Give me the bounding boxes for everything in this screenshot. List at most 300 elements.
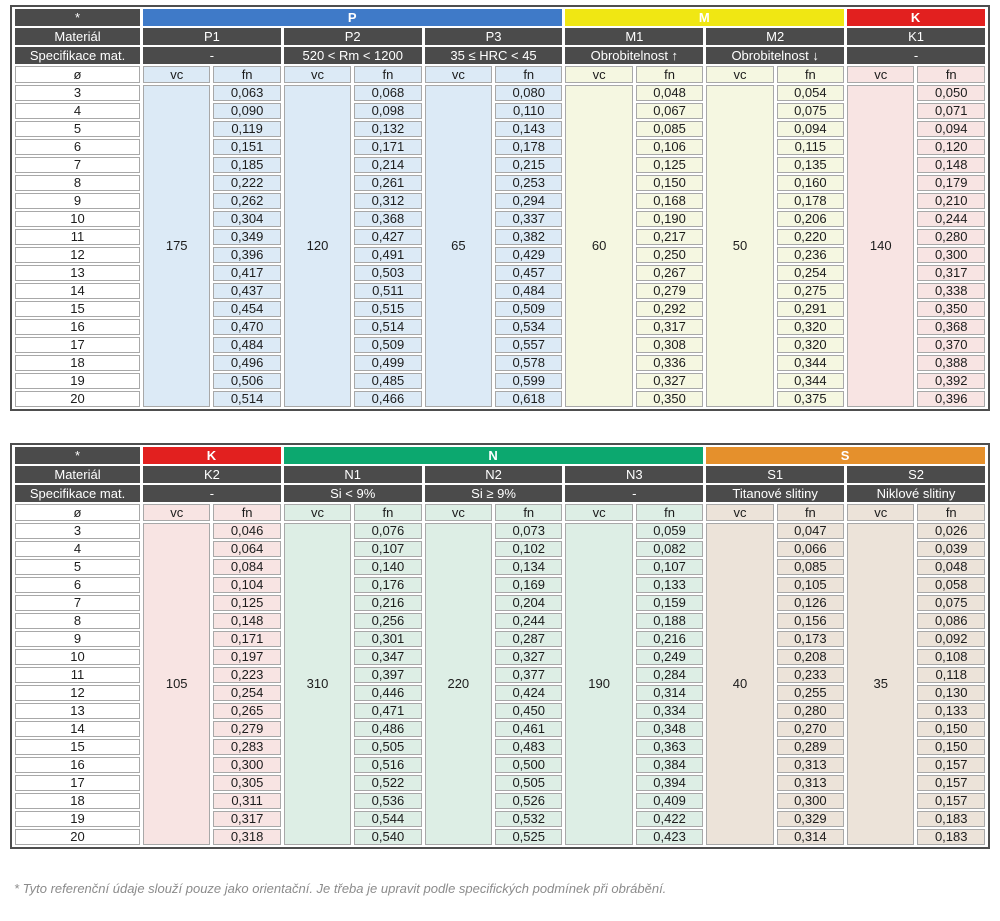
fn-value-M1: 0,125 bbox=[636, 157, 703, 173]
fn-value-P3: 0,578 bbox=[495, 355, 562, 371]
fn-value-M1: 0,085 bbox=[636, 121, 703, 137]
fn-value-N2: 0,102 bbox=[495, 541, 562, 557]
fn-header-S1: fn bbox=[777, 504, 844, 521]
vc-header-S2: vc bbox=[847, 504, 914, 521]
fn-value-K2: 0,279 bbox=[213, 721, 280, 737]
fn-value-P2: 0,509 bbox=[354, 337, 421, 353]
fn-value-K2: 0,265 bbox=[213, 703, 280, 719]
fn-value-S1: 0,066 bbox=[777, 541, 844, 557]
fn-value-P3: 0,143 bbox=[495, 121, 562, 137]
vc-header-P2: vc bbox=[284, 66, 351, 83]
fn-value-S1: 0,208 bbox=[777, 649, 844, 665]
fn-value-M2: 0,344 bbox=[777, 355, 844, 371]
fn-value-N1: 0,140 bbox=[354, 559, 421, 575]
diameter-value: 15 bbox=[15, 739, 140, 755]
fn-value-M1: 0,150 bbox=[636, 175, 703, 191]
fn-value-P1: 0,437 bbox=[213, 283, 280, 299]
fn-value-N1: 0,256 bbox=[354, 613, 421, 629]
diameter-value: 10 bbox=[15, 211, 140, 227]
fn-value-N2: 0,461 bbox=[495, 721, 562, 737]
fn-value-N2: 0,169 bbox=[495, 577, 562, 593]
fn-value-N2: 0,526 bbox=[495, 793, 562, 809]
fn-value-N1: 0,486 bbox=[354, 721, 421, 737]
diameter-value: 18 bbox=[15, 793, 140, 809]
fn-value-S1: 0,173 bbox=[777, 631, 844, 647]
group-header-N: N bbox=[284, 447, 703, 464]
fn-value-N3: 0,059 bbox=[636, 523, 703, 539]
fn-value-P3: 0,429 bbox=[495, 247, 562, 263]
group-header-M: M bbox=[565, 9, 844, 26]
diameter-value: 10 bbox=[15, 649, 140, 665]
fn-value-M2: 0,115 bbox=[777, 139, 844, 155]
diameter-value: 19 bbox=[15, 811, 140, 827]
fn-value-S1: 0,105 bbox=[777, 577, 844, 593]
fn-value-M2: 0,135 bbox=[777, 157, 844, 173]
fn-value-N2: 0,287 bbox=[495, 631, 562, 647]
fn-value-P2: 0,491 bbox=[354, 247, 421, 263]
fn-value-K1: 0,244 bbox=[917, 211, 985, 227]
fn-header-S2: fn bbox=[917, 504, 985, 521]
fn-value-K1: 0,396 bbox=[917, 391, 985, 407]
diameter-value: 5 bbox=[15, 121, 140, 137]
fn-value-N3: 0,107 bbox=[636, 559, 703, 575]
fn-value-M1: 0,336 bbox=[636, 355, 703, 371]
fn-header-N2: fn bbox=[495, 504, 562, 521]
spec-row-label: Specifikace mat. bbox=[15, 485, 140, 502]
fn-value-P3: 0,457 bbox=[495, 265, 562, 281]
diameter-value: 13 bbox=[15, 265, 140, 281]
fn-value-N1: 0,522 bbox=[354, 775, 421, 791]
fn-header-M2: fn bbox=[777, 66, 844, 83]
diameter-value: 11 bbox=[15, 667, 140, 683]
fn-value-P3: 0,253 bbox=[495, 175, 562, 191]
fn-value-M2: 0,054 bbox=[777, 85, 844, 101]
diameter-value: 7 bbox=[15, 595, 140, 611]
fn-value-M1: 0,106 bbox=[636, 139, 703, 155]
fn-value-N2: 0,204 bbox=[495, 595, 562, 611]
diameter-value: 16 bbox=[15, 757, 140, 773]
vc-value-S2: 35 bbox=[847, 523, 914, 845]
fn-value-K2: 0,064 bbox=[213, 541, 280, 557]
diameter-value: 14 bbox=[15, 721, 140, 737]
fn-value-N2: 0,500 bbox=[495, 757, 562, 773]
group-header-row bbox=[15, 9, 985, 26]
spec-cell-N2: Si ≥ 9% bbox=[425, 485, 563, 502]
fn-value-K2: 0,317 bbox=[213, 811, 280, 827]
diameter-value: 20 bbox=[15, 829, 140, 845]
material-cell-P3: P3 bbox=[425, 28, 563, 45]
material-cell-S1: S1 bbox=[706, 466, 844, 483]
fn-value-P2: 0,514 bbox=[354, 319, 421, 335]
fn-value-M1: 0,190 bbox=[636, 211, 703, 227]
fn-value-S2: 0,183 bbox=[917, 829, 985, 845]
diameter-value: 9 bbox=[15, 631, 140, 647]
fn-value-S2: 0,075 bbox=[917, 595, 985, 611]
material-cell-N2: N2 bbox=[425, 466, 563, 483]
vc-value-P3: 65 bbox=[425, 85, 492, 407]
fn-value-P2: 0,368 bbox=[354, 211, 421, 227]
group-header-K: K bbox=[847, 9, 985, 26]
group-header-P: P bbox=[143, 9, 562, 26]
fn-value-P1: 0,349 bbox=[213, 229, 280, 245]
spec-cell-P1: - bbox=[143, 47, 281, 64]
diameter-value: 16 bbox=[15, 319, 140, 335]
fn-value-S2: 0,157 bbox=[917, 775, 985, 791]
vc-value-P2: 120 bbox=[284, 85, 351, 407]
fn-value-S1: 0,047 bbox=[777, 523, 844, 539]
spec-cell-K1: - bbox=[847, 47, 985, 64]
spec-cell-P3: 35 ≤ HRC < 45 bbox=[425, 47, 563, 64]
vc-value-P1: 175 bbox=[143, 85, 210, 407]
fn-value-N1: 0,544 bbox=[354, 811, 421, 827]
fn-value-S2: 0,039 bbox=[917, 541, 985, 557]
fn-value-S1: 0,313 bbox=[777, 757, 844, 773]
vc-value-K2: 105 bbox=[143, 523, 210, 845]
fn-value-S1: 0,255 bbox=[777, 685, 844, 701]
diameter-value: 3 bbox=[15, 523, 140, 539]
fn-value-S1: 0,313 bbox=[777, 775, 844, 791]
fn-value-S1: 0,289 bbox=[777, 739, 844, 755]
fn-value-P2: 0,098 bbox=[354, 103, 421, 119]
fn-value-N1: 0,516 bbox=[354, 757, 421, 773]
vc-value-N3: 190 bbox=[565, 523, 632, 845]
subheader-row bbox=[15, 504, 985, 521]
fn-value-N1: 0,505 bbox=[354, 739, 421, 755]
fn-value-P3: 0,534 bbox=[495, 319, 562, 335]
fn-value-K1: 0,280 bbox=[917, 229, 985, 245]
fn-value-P1: 0,222 bbox=[213, 175, 280, 191]
fn-value-N2: 0,377 bbox=[495, 667, 562, 683]
fn-value-K1: 0,094 bbox=[917, 121, 985, 137]
fn-value-S2: 0,118 bbox=[917, 667, 985, 683]
vc-value-M1: 60 bbox=[565, 85, 632, 407]
fn-value-N3: 0,314 bbox=[636, 685, 703, 701]
material-cell-M2: M2 bbox=[706, 28, 844, 45]
fn-value-N2: 0,525 bbox=[495, 829, 562, 845]
fn-value-N1: 0,301 bbox=[354, 631, 421, 647]
fn-value-M1: 0,217 bbox=[636, 229, 703, 245]
fn-header-P2: fn bbox=[354, 66, 421, 83]
fn-value-N1: 0,076 bbox=[354, 523, 421, 539]
fn-value-P3: 0,599 bbox=[495, 373, 562, 389]
fn-value-K2: 0,254 bbox=[213, 685, 280, 701]
diameter-value: 13 bbox=[15, 703, 140, 719]
fn-value-K1: 0,300 bbox=[917, 247, 985, 263]
fn-value-K1: 0,210 bbox=[917, 193, 985, 209]
table-row bbox=[15, 85, 985, 101]
fn-value-N3: 0,394 bbox=[636, 775, 703, 791]
cutting-data-table-pmk bbox=[10, 5, 990, 411]
fn-value-K2: 0,223 bbox=[213, 667, 280, 683]
fn-value-P1: 0,454 bbox=[213, 301, 280, 317]
fn-value-N3: 0,363 bbox=[636, 739, 703, 755]
diameter-value: 9 bbox=[15, 193, 140, 209]
fn-value-N2: 0,505 bbox=[495, 775, 562, 791]
fn-value-N3: 0,384 bbox=[636, 757, 703, 773]
fn-value-P3: 0,080 bbox=[495, 85, 562, 101]
fn-value-P1: 0,484 bbox=[213, 337, 280, 353]
diameter-value: 8 bbox=[15, 175, 140, 191]
fn-value-K2: 0,104 bbox=[213, 577, 280, 593]
material-cell-K1: K1 bbox=[847, 28, 985, 45]
fn-value-P2: 0,214 bbox=[354, 157, 421, 173]
fn-value-P2: 0,515 bbox=[354, 301, 421, 317]
spec-cell-P2: 520 < Rm < 1200 bbox=[284, 47, 422, 64]
fn-value-K2: 0,305 bbox=[213, 775, 280, 791]
diameter-value: 18 bbox=[15, 355, 140, 371]
fn-value-K2: 0,125 bbox=[213, 595, 280, 611]
fn-value-P3: 0,618 bbox=[495, 391, 562, 407]
fn-value-N1: 0,446 bbox=[354, 685, 421, 701]
fn-value-S2: 0,157 bbox=[917, 757, 985, 773]
fn-value-K2: 0,283 bbox=[213, 739, 280, 755]
vc-header-S1: vc bbox=[706, 504, 773, 521]
fn-value-M1: 0,168 bbox=[636, 193, 703, 209]
spec-cell-S1: Titanové slitiny bbox=[706, 485, 844, 502]
fn-header-N1: fn bbox=[354, 504, 421, 521]
fn-value-P1: 0,090 bbox=[213, 103, 280, 119]
diameter-value: 17 bbox=[15, 775, 140, 791]
fn-value-S1: 0,300 bbox=[777, 793, 844, 809]
fn-value-P2: 0,466 bbox=[354, 391, 421, 407]
vc-header-P3: vc bbox=[425, 66, 492, 83]
fn-value-M2: 0,178 bbox=[777, 193, 844, 209]
diameter-value: 12 bbox=[15, 247, 140, 263]
group-header-K: K bbox=[143, 447, 281, 464]
fn-value-P1: 0,514 bbox=[213, 391, 280, 407]
vc-header-M2: vc bbox=[706, 66, 773, 83]
fn-value-M2: 0,344 bbox=[777, 373, 844, 389]
star-cell: * bbox=[15, 9, 140, 26]
fn-value-K2: 0,197 bbox=[213, 649, 280, 665]
fn-value-K1: 0,071 bbox=[917, 103, 985, 119]
spec-cell-K2: - bbox=[143, 485, 281, 502]
fn-value-N3: 0,082 bbox=[636, 541, 703, 557]
fn-value-K2: 0,046 bbox=[213, 523, 280, 539]
material-cell-P1: P1 bbox=[143, 28, 281, 45]
fn-value-S2: 0,157 bbox=[917, 793, 985, 809]
fn-value-M2: 0,160 bbox=[777, 175, 844, 191]
fn-value-N3: 0,188 bbox=[636, 613, 703, 629]
fn-value-P3: 0,337 bbox=[495, 211, 562, 227]
fn-value-N3: 0,284 bbox=[636, 667, 703, 683]
fn-value-S2: 0,092 bbox=[917, 631, 985, 647]
fn-value-N3: 0,409 bbox=[636, 793, 703, 809]
fn-value-M1: 0,250 bbox=[636, 247, 703, 263]
fn-value-P2: 0,171 bbox=[354, 139, 421, 155]
fn-value-M1: 0,267 bbox=[636, 265, 703, 281]
fn-value-M1: 0,067 bbox=[636, 103, 703, 119]
fn-value-S2: 0,130 bbox=[917, 685, 985, 701]
vc-header-K1: vc bbox=[847, 66, 914, 83]
fn-value-N1: 0,176 bbox=[354, 577, 421, 593]
fn-value-M2: 0,220 bbox=[777, 229, 844, 245]
fn-value-K1: 0,392 bbox=[917, 373, 985, 389]
fn-value-P1: 0,470 bbox=[213, 319, 280, 335]
fn-value-N3: 0,133 bbox=[636, 577, 703, 593]
fn-value-P3: 0,557 bbox=[495, 337, 562, 353]
material-row bbox=[15, 466, 985, 483]
material-cell-N1: N1 bbox=[284, 466, 422, 483]
vc-value-M2: 50 bbox=[706, 85, 773, 407]
vc-value-K1: 140 bbox=[847, 85, 914, 407]
spec-cell-M2: Obrobitelnost ↓ bbox=[706, 47, 844, 64]
star-cell: * bbox=[15, 447, 140, 464]
diameter-value: 7 bbox=[15, 157, 140, 173]
fn-value-P3: 0,382 bbox=[495, 229, 562, 245]
fn-value-S2: 0,150 bbox=[917, 721, 985, 737]
fn-value-K2: 0,171 bbox=[213, 631, 280, 647]
spec-cell-N1: Si < 9% bbox=[284, 485, 422, 502]
fn-value-M2: 0,075 bbox=[777, 103, 844, 119]
fn-value-K1: 0,050 bbox=[917, 85, 985, 101]
vc-value-S1: 40 bbox=[706, 523, 773, 845]
diameter-header: ø bbox=[15, 504, 140, 521]
fn-value-S1: 0,126 bbox=[777, 595, 844, 611]
fn-value-K1: 0,368 bbox=[917, 319, 985, 335]
fn-value-S2: 0,026 bbox=[917, 523, 985, 539]
vc-header-N1: vc bbox=[284, 504, 351, 521]
group-header-S: S bbox=[706, 447, 985, 464]
diameter-value: 4 bbox=[15, 103, 140, 119]
fn-value-P2: 0,427 bbox=[354, 229, 421, 245]
material-cell-N3: N3 bbox=[565, 466, 703, 483]
spec-row bbox=[15, 485, 985, 502]
fn-value-S1: 0,329 bbox=[777, 811, 844, 827]
fn-value-P3: 0,294 bbox=[495, 193, 562, 209]
footnote: * Tyto referenční údaje slouží pouze jako orientační. Je třeba je upravit podle specifických podmínek při obrábění. bbox=[14, 881, 667, 896]
spec-cell-M1: Obrobitelnost ↑ bbox=[565, 47, 703, 64]
fn-value-P1: 0,063 bbox=[213, 85, 280, 101]
fn-value-P2: 0,312 bbox=[354, 193, 421, 209]
fn-value-M1: 0,292 bbox=[636, 301, 703, 317]
fn-value-K2: 0,311 bbox=[213, 793, 280, 809]
material-cell-P2: P2 bbox=[284, 28, 422, 45]
group-header-row bbox=[15, 447, 985, 464]
subheader-row bbox=[15, 66, 985, 83]
fn-value-M2: 0,320 bbox=[777, 337, 844, 353]
fn-value-M2: 0,094 bbox=[777, 121, 844, 137]
fn-value-N2: 0,134 bbox=[495, 559, 562, 575]
fn-value-P2: 0,511 bbox=[354, 283, 421, 299]
fn-value-P1: 0,262 bbox=[213, 193, 280, 209]
material-row-label: Materiál bbox=[15, 466, 140, 483]
fn-value-P1: 0,304 bbox=[213, 211, 280, 227]
fn-value-N1: 0,107 bbox=[354, 541, 421, 557]
diameter-value: 20 bbox=[15, 391, 140, 407]
vc-header-P1: vc bbox=[143, 66, 210, 83]
diameter-value: 11 bbox=[15, 229, 140, 245]
fn-value-S2: 0,183 bbox=[917, 811, 985, 827]
fn-value-K1: 0,120 bbox=[917, 139, 985, 155]
diameter-value: 4 bbox=[15, 541, 140, 557]
material-row-label: Materiál bbox=[15, 28, 140, 45]
material-cell-S2: S2 bbox=[847, 466, 985, 483]
spec-cell-S2: Niklové slitiny bbox=[847, 485, 985, 502]
fn-header-M1: fn bbox=[636, 66, 703, 83]
fn-value-N1: 0,397 bbox=[354, 667, 421, 683]
fn-value-N2: 0,532 bbox=[495, 811, 562, 827]
diameter-value: 12 bbox=[15, 685, 140, 701]
fn-value-S1: 0,156 bbox=[777, 613, 844, 629]
fn-value-M1: 0,350 bbox=[636, 391, 703, 407]
fn-value-P2: 0,132 bbox=[354, 121, 421, 137]
fn-value-P3: 0,110 bbox=[495, 103, 562, 119]
fn-value-P2: 0,485 bbox=[354, 373, 421, 389]
fn-value-S2: 0,133 bbox=[917, 703, 985, 719]
fn-header-K2: fn bbox=[213, 504, 280, 521]
fn-value-N2: 0,244 bbox=[495, 613, 562, 629]
vc-value-N2: 220 bbox=[425, 523, 492, 845]
fn-value-N3: 0,334 bbox=[636, 703, 703, 719]
fn-value-S1: 0,085 bbox=[777, 559, 844, 575]
fn-value-N3: 0,422 bbox=[636, 811, 703, 827]
fn-value-N3: 0,159 bbox=[636, 595, 703, 611]
fn-value-K1: 0,179 bbox=[917, 175, 985, 191]
vc-header-N2: vc bbox=[425, 504, 492, 521]
spec-row bbox=[15, 47, 985, 64]
fn-value-K2: 0,300 bbox=[213, 757, 280, 773]
fn-value-N2: 0,483 bbox=[495, 739, 562, 755]
fn-value-P1: 0,151 bbox=[213, 139, 280, 155]
fn-value-S1: 0,270 bbox=[777, 721, 844, 737]
fn-value-M1: 0,279 bbox=[636, 283, 703, 299]
fn-value-N3: 0,249 bbox=[636, 649, 703, 665]
fn-value-N3: 0,216 bbox=[636, 631, 703, 647]
fn-value-N2: 0,073 bbox=[495, 523, 562, 539]
fn-value-S2: 0,150 bbox=[917, 739, 985, 755]
fn-value-K2: 0,148 bbox=[213, 613, 280, 629]
fn-value-M2: 0,254 bbox=[777, 265, 844, 281]
fn-value-S2: 0,086 bbox=[917, 613, 985, 629]
fn-value-N1: 0,536 bbox=[354, 793, 421, 809]
fn-value-K1: 0,388 bbox=[917, 355, 985, 371]
fn-value-S1: 0,314 bbox=[777, 829, 844, 845]
fn-value-P2: 0,503 bbox=[354, 265, 421, 281]
table-row bbox=[15, 523, 985, 539]
vc-header-M1: vc bbox=[565, 66, 632, 83]
diameter-value: 8 bbox=[15, 613, 140, 629]
fn-value-M1: 0,048 bbox=[636, 85, 703, 101]
fn-value-K1: 0,338 bbox=[917, 283, 985, 299]
fn-value-N3: 0,423 bbox=[636, 829, 703, 845]
fn-value-P1: 0,119 bbox=[213, 121, 280, 137]
fn-value-P2: 0,068 bbox=[354, 85, 421, 101]
fn-value-P3: 0,178 bbox=[495, 139, 562, 155]
fn-value-N1: 0,540 bbox=[354, 829, 421, 845]
fn-value-P2: 0,499 bbox=[354, 355, 421, 371]
diameter-value: 5 bbox=[15, 559, 140, 575]
vc-value-N1: 310 bbox=[284, 523, 351, 845]
fn-header-P1: fn bbox=[213, 66, 280, 83]
fn-value-N2: 0,424 bbox=[495, 685, 562, 701]
fn-header-N3: fn bbox=[636, 504, 703, 521]
fn-value-M2: 0,291 bbox=[777, 301, 844, 317]
diameter-header: ø bbox=[15, 66, 140, 83]
diameter-value: 17 bbox=[15, 337, 140, 353]
fn-value-P3: 0,509 bbox=[495, 301, 562, 317]
fn-value-N2: 0,450 bbox=[495, 703, 562, 719]
diameter-value: 15 bbox=[15, 301, 140, 317]
fn-value-S1: 0,280 bbox=[777, 703, 844, 719]
fn-value-N1: 0,471 bbox=[354, 703, 421, 719]
fn-value-M1: 0,317 bbox=[636, 319, 703, 335]
diameter-value: 6 bbox=[15, 577, 140, 593]
fn-value-K2: 0,084 bbox=[213, 559, 280, 575]
fn-value-K2: 0,318 bbox=[213, 829, 280, 845]
vc-header-K2: vc bbox=[143, 504, 210, 521]
fn-value-S2: 0,058 bbox=[917, 577, 985, 593]
